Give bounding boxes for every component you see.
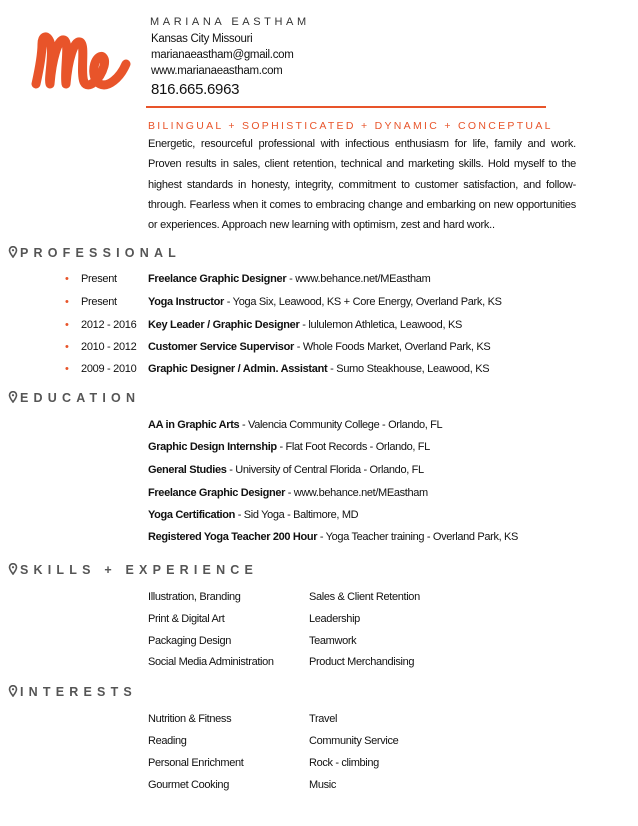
education-detail: - www.behance.net/MEastham <box>285 487 428 499</box>
education-title: Freelance Graphic Designer <box>148 487 286 499</box>
section-title: EDUCATION <box>20 391 141 405</box>
skill-item: Teamwork <box>309 635 357 647</box>
experience-detail: - Sumo Steakhouse, Leawood, KS <box>327 363 490 375</box>
education-title: Registered Yoga Teacher 200 Hour <box>148 531 318 543</box>
location-pin-icon <box>8 391 18 403</box>
experience-title: Yoga Instructor <box>148 296 224 308</box>
email[interactable]: marianaeastham@gmail.com <box>151 49 294 61</box>
skill-item: Illustration, Branding <box>148 591 241 603</box>
interest-item: Travel <box>309 713 338 725</box>
experience-title: Key Leader / Graphic Designer <box>148 319 300 331</box>
experience-row: • 2010 - 2012 Customer Service Supervisor - Whole Foods Market, Overland Park, KS <box>65 341 491 353</box>
skill-item: Social Media Administration <box>148 656 274 668</box>
interest-item: Community Service <box>309 735 399 747</box>
experience-detail: - www.behance.net/MEastham <box>286 273 431 285</box>
me-logo-mark <box>30 18 140 98</box>
summary-paragraph: Energetic, resourceful professional with infectious enthusiasm for life, family and work. Proven results in sales, client retention, technical and marketing skills. Hold myself to the highest standards in honesty, integrity, commitment to customer satisfaction, and follow-through. Fearless when it comes to embracing change and embarking on new opportunities or experiences. Approach new learning with optimism, zest and hard work.. <box>148 138 576 232</box>
phone: 816.665.6963 <box>151 81 240 98</box>
experience-date: 2010 - 2012 <box>81 341 137 353</box>
logo <box>30 18 140 98</box>
experience-row: • Present Freelance Graphic Designer - www.behance.net/MEastham <box>65 273 431 285</box>
section-heading-education <box>8 391 140 405</box>
education-row <box>148 509 358 521</box>
skill-item: Product Merchandising <box>309 656 415 668</box>
education-detail: - Flat Foot Records - Orlando, FL <box>276 441 430 453</box>
section-title: SKILLS + EXPERIENCE <box>20 563 259 577</box>
interest-item: Personal Enrichment <box>148 757 244 769</box>
header-divider <box>146 106 546 108</box>
education-title: AA in Graphic Arts <box>148 419 240 431</box>
tagline: BILINGUAL + SOPHISTICATED + DYNAMIC + CONCEPTUAL <box>148 120 553 132</box>
location: Kansas City Missouri <box>151 33 253 45</box>
experience-row: • 2009 - 2010 Graphic Designer / Admin. Assistant - Sumo Steakhouse, Leawood, KS <box>65 363 490 375</box>
experience-title: Customer Service Supervisor <box>148 341 294 353</box>
interest-item: Nutrition & Fitness <box>148 713 232 725</box>
location-pin-icon <box>8 563 18 575</box>
experience-date: 2009 - 2010 <box>81 363 137 375</box>
education-title: Graphic Design Internship <box>148 441 277 453</box>
skill-item: Sales & Client Retention <box>309 591 420 603</box>
interest-item: Music <box>309 779 336 791</box>
interest-item: Rock - climbing <box>309 757 379 769</box>
location-pin-icon <box>8 685 18 697</box>
section-title: INTERESTS <box>20 685 137 699</box>
skill-item: Print & Digital Art <box>148 613 225 625</box>
education-row <box>148 531 518 543</box>
applicant-name: MARIANA EASTHAM <box>150 16 310 28</box>
education-row <box>148 487 428 499</box>
experience-title: Graphic Designer / Admin. Assistant <box>148 363 328 375</box>
section-heading-interests <box>8 685 137 699</box>
education-detail: - University of Central Florida - Orlando, FL <box>226 464 424 476</box>
education-row <box>148 419 442 431</box>
experience-detail: - Yoga Six, Leawood, KS + Core Energy, Overland Park, KS <box>223 296 502 308</box>
interest-item: Reading <box>148 735 187 747</box>
section-title: PROFESSIONAL <box>20 246 182 260</box>
education-title: General Studies <box>148 464 227 476</box>
experience-date: Present <box>81 296 117 308</box>
section-heading-skills <box>8 563 258 577</box>
experience-date: Present <box>81 273 117 285</box>
skill-item: Leadership <box>309 613 360 625</box>
experience-detail: - lululemon Athletica, Leawood, KS <box>299 319 463 331</box>
education-row <box>148 464 424 476</box>
location-pin-icon <box>8 246 18 258</box>
website[interactable]: www.marianaeastham.com <box>151 65 283 77</box>
experience-row: • 2012 - 2016 Key Leader / Graphic Designer - lululemon Athletica, Leawood, KS <box>65 319 463 331</box>
experience-date: 2012 - 2016 <box>81 319 137 331</box>
education-detail: - Yoga Teacher training - Overland Park, KS <box>317 531 519 543</box>
education-row <box>148 441 430 453</box>
section-heading-professional <box>8 246 181 260</box>
education-detail: - Valencia Community College - Orlando, FL <box>239 419 443 431</box>
education-detail: - Sid Yoga - Baltimore, MD <box>235 509 359 521</box>
interest-item: Gourmet Cooking <box>148 779 229 791</box>
education-title: Yoga Certification <box>148 509 236 521</box>
experience-title: Freelance Graphic Designer <box>148 273 287 285</box>
skill-item: Packaging Design <box>148 635 232 647</box>
experience-detail: - Whole Foods Market, Overland Park, KS <box>293 341 491 353</box>
experience-row: • Present Yoga Instructor - Yoga Six, Leawood, KS + Core Energy, Overland Park, KS <box>65 296 502 308</box>
